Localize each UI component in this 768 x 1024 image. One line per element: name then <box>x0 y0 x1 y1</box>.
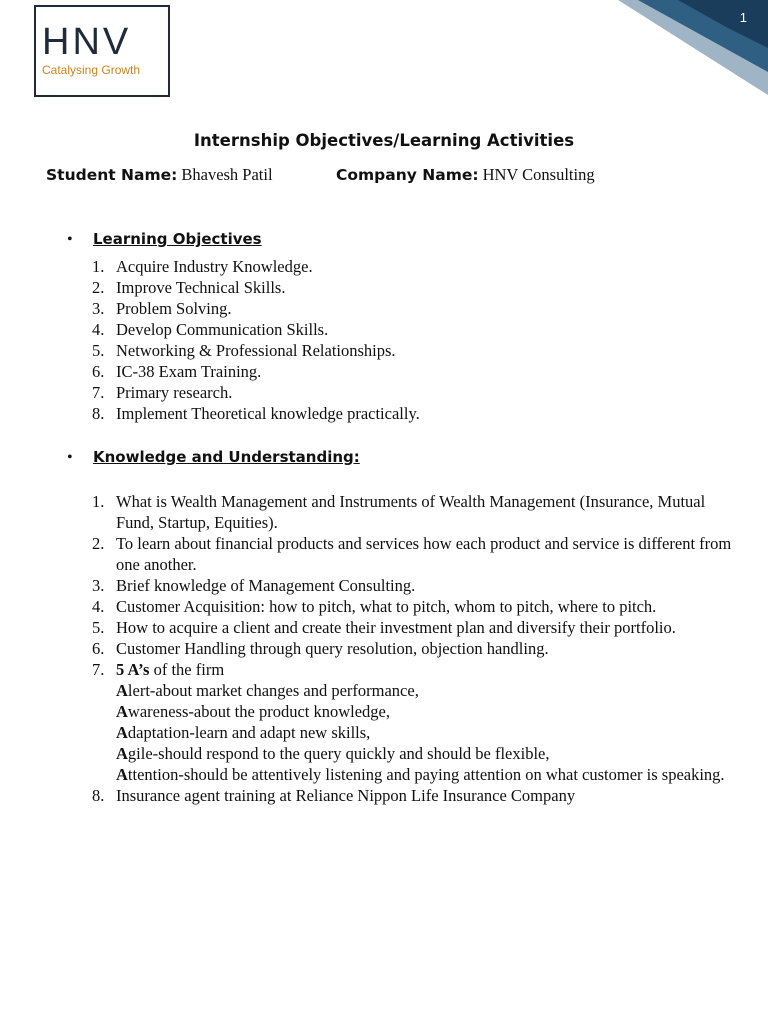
list-item: 2. Improve Technical Skills. <box>92 278 286 297</box>
student-name-label: Student Name: <box>46 166 178 184</box>
bullet-icon: • <box>67 449 73 466</box>
section-heading-row <box>67 448 360 467</box>
list-item: 5. Networking & Professional Relationships. <box>92 341 396 360</box>
list-item: 5. How to acquire a client and create their investment plan and diversify their portfolio. <box>92 618 676 637</box>
list-item: 8. Insurance agent training at Reliance Nippon Life Insurance Company <box>92 786 576 805</box>
list-item: 2. To learn about financial products and services how each product and service is different from one another. <box>92 534 732 574</box>
list-item-five-as: 7. 5 A’s of the firm Alert-about market changes and performance, Awareness-about the product knowledge, Adaptation-learn and adapt new skills, Agile-should respond to the query quickly and should be flexible, Attention-should be attentively listening and paying attention on what customer is speaking. <box>92 659 732 785</box>
five-as-entry: Agile-should respond to the query quickly and should be flexible, <box>116 744 550 763</box>
five-as-entry: Awareness-about the product knowledge, <box>116 702 391 721</box>
learning-objectives-list <box>92 256 732 424</box>
five-as-title: 5 A’s of the firm <box>116 660 225 679</box>
list-item: 7. Primary research. <box>92 383 233 402</box>
knowledge-understanding-heading: Knowledge and Understanding: <box>93 448 360 466</box>
list-item: 8. Implement Theoretical knowledge practically. <box>92 404 420 423</box>
company-name-label: Company Name: <box>336 166 479 184</box>
list-item: 6. IC-38 Exam Training. <box>92 362 262 381</box>
logo-tagline: Catalysing Growth <box>42 63 141 77</box>
list-item: 4. Develop Communication Skills. <box>92 320 329 339</box>
bullet-icon: • <box>67 231 73 248</box>
five-as-entry: Attention-should be attentively listening and paying attention on what customer is speaking. <box>116 765 725 784</box>
learning-objectives-heading: Learning Objectives <box>93 230 262 248</box>
list-item: 1. What is Wealth Management and Instruments of Wealth Management (Insurance, Mutual Fund, Startup, Equities). <box>92 492 706 532</box>
five-as-entry: Alert-about market changes and performance, <box>116 681 419 700</box>
company-name-line <box>336 165 595 185</box>
company-name-value: HNV Consulting <box>482 165 595 184</box>
student-name-line <box>46 165 273 185</box>
knowledge-understanding-list <box>92 491 732 806</box>
list-item: 3. Brief knowledge of Management Consulting. <box>92 576 416 595</box>
document-title: Internship Objectives/Learning Activities <box>193 131 575 150</box>
list-item: 3. Problem Solving. <box>92 299 232 318</box>
section-heading-row <box>67 230 262 249</box>
company-logo <box>34 5 170 97</box>
list-item: 1. Acquire Industry Knowledge. <box>92 257 313 276</box>
logo-mark: HNV <box>42 21 132 63</box>
list-item: 6. Customer Handling through query resolution, objection handling. <box>92 639 549 658</box>
five-as-entry: Adaptation-learn and adapt new skills, <box>116 723 371 742</box>
list-item: 4. Customer Acquisition: how to pitch, what to pitch, whom to pitch, where to pitch. <box>92 597 657 616</box>
student-name-value: Bhavesh Patil <box>181 165 273 184</box>
page-number: 1 <box>739 10 747 25</box>
